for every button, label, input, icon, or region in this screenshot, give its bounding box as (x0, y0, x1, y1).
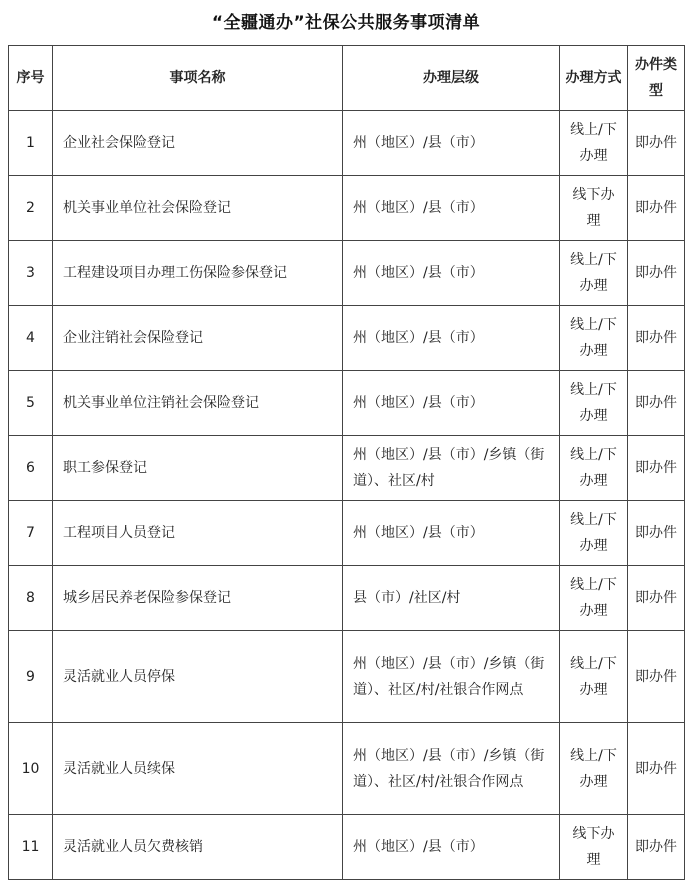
header-no: 序号 (9, 46, 53, 111)
row-number: 5 (9, 371, 53, 436)
row-number: 6 (9, 436, 53, 501)
item-type: 即办件 (628, 241, 685, 306)
header-mode: 办理方式 (560, 46, 628, 111)
item-name: 灵活就业人员欠费核销 (53, 815, 343, 880)
item-type: 即办件 (628, 306, 685, 371)
row-number: 1 (9, 111, 53, 176)
table-row (9, 241, 685, 306)
item-name: 工程项目人员登记 (53, 501, 343, 566)
table-row (9, 631, 685, 723)
item-type: 即办件 (628, 631, 685, 723)
row-number: 8 (9, 566, 53, 631)
item-level: 州（地区）/县（市） (343, 371, 560, 436)
table-row (9, 723, 685, 815)
table-row (9, 371, 685, 436)
item-type: 即办件 (628, 371, 685, 436)
item-name: 灵活就业人员停保 (53, 631, 343, 723)
item-mode: 线上/下办理 (560, 501, 628, 566)
item-level: 州（地区）/县（市） (343, 241, 560, 306)
table-row (9, 306, 685, 371)
item-name: 机关事业单位社会保险登记 (53, 176, 343, 241)
row-number: 11 (9, 815, 53, 880)
item-mode: 线上/下办理 (560, 306, 628, 371)
item-name: 企业社会保险登记 (53, 111, 343, 176)
table-row (9, 436, 685, 501)
item-level: 州（地区）/县（市） (343, 176, 560, 241)
row-number: 10 (9, 723, 53, 815)
item-name: 工程建设项目办理工伤保险参保登记 (53, 241, 343, 306)
item-mode: 线上/下办理 (560, 371, 628, 436)
item-type: 即办件 (628, 566, 685, 631)
item-mode: 线上/下办理 (560, 566, 628, 631)
header-name: 事项名称 (53, 46, 343, 111)
item-type: 即办件 (628, 436, 685, 501)
table-header-row (9, 46, 685, 111)
item-name: 职工参保登记 (53, 436, 343, 501)
item-mode: 线上/下办理 (560, 723, 628, 815)
service-items-table (8, 45, 685, 880)
item-level: 州（地区）/县（市）/乡镇（街道）、社区/村 (343, 436, 560, 501)
item-type: 即办件 (628, 111, 685, 176)
row-number: 4 (9, 306, 53, 371)
item-name: 城乡居民养老保险参保登记 (53, 566, 343, 631)
header-type: 办件类型 (628, 46, 685, 111)
page-title: “全疆通办”社保公共服务事项清单 (211, 13, 481, 33)
item-name: 机关事业单位注销社会保险登记 (53, 371, 343, 436)
table-row (9, 111, 685, 176)
item-mode: 线下办理 (560, 815, 628, 880)
item-level: 州（地区）/县（市） (343, 111, 560, 176)
item-level: 州（地区）/县（市）/乡镇（街道）、社区/村/社银合作网点 (343, 723, 560, 815)
row-number: 7 (9, 501, 53, 566)
item-type: 即办件 (628, 176, 685, 241)
row-number: 3 (9, 241, 53, 306)
item-type: 即办件 (628, 815, 685, 880)
table-row (9, 501, 685, 566)
item-mode: 线下办理 (560, 176, 628, 241)
item-type: 即办件 (628, 501, 685, 566)
item-mode: 线上/下办理 (560, 631, 628, 723)
item-level: 州（地区）/县（市）/乡镇（街道）、社区/村/社银合作网点 (343, 631, 560, 723)
item-level: 州（地区）/县（市） (343, 306, 560, 371)
item-name: 企业注销社会保险登记 (53, 306, 343, 371)
table-row (9, 176, 685, 241)
item-name: 灵活就业人员续保 (53, 723, 343, 815)
table-row (9, 815, 685, 880)
header-level: 办理层级 (343, 46, 560, 111)
row-number: 9 (9, 631, 53, 723)
row-number: 2 (9, 176, 53, 241)
item-mode: 线上/下办理 (560, 241, 628, 306)
item-level: 县（市）/社区/村 (343, 566, 560, 631)
item-mode: 线上/下办理 (560, 111, 628, 176)
item-mode: 线上/下办理 (560, 436, 628, 501)
table-row (9, 566, 685, 631)
item-type: 即办件 (628, 723, 685, 815)
item-level: 州（地区）/县（市） (343, 815, 560, 880)
item-level: 州（地区）/县（市） (343, 501, 560, 566)
